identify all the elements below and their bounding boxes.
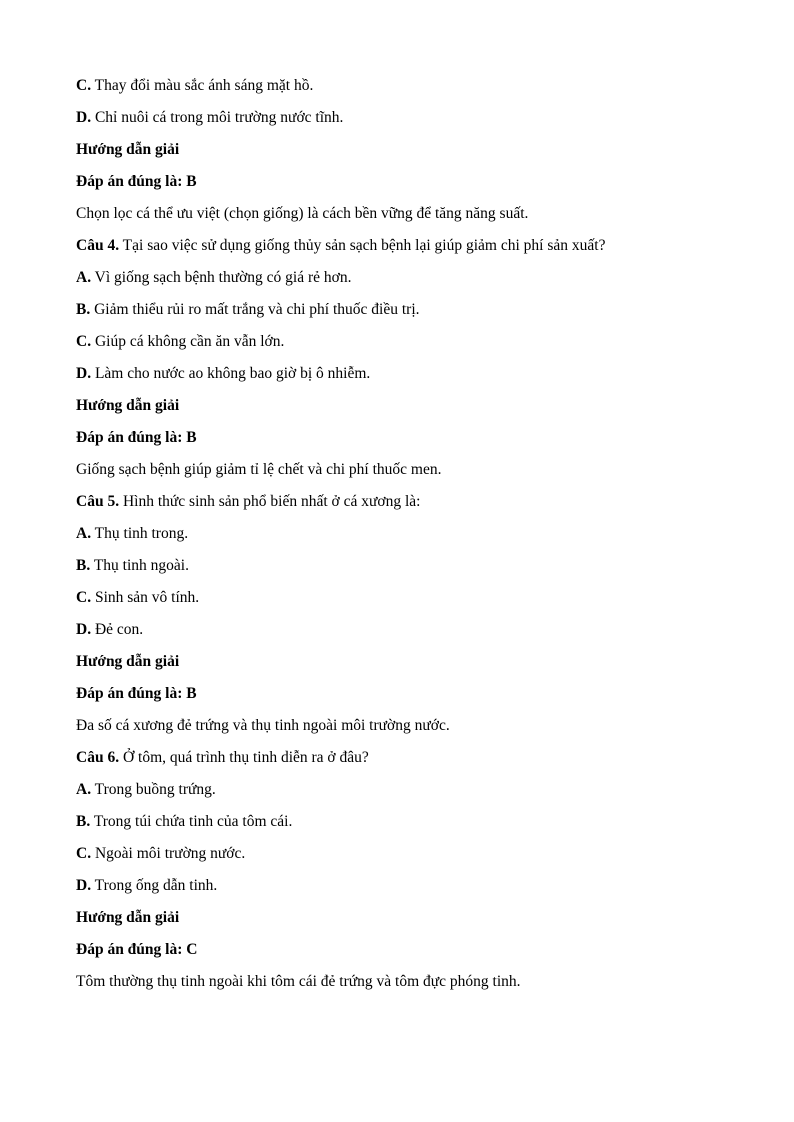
question-label: Câu 6. [76,749,120,766]
option-c [76,844,756,876]
option-label: A. [76,781,92,798]
option-text: Giúp cá không cần ăn vẫn lớn. [91,333,285,350]
explanation: Chọn lọc cá thể ưu việt (chọn giống) là cách bền vững để tăng năng suất. [76,205,529,222]
option-text: Đẻ con. [91,621,144,638]
guide-heading: Hướng dẫn giải [76,397,180,414]
option-label: D. [76,365,92,382]
question-6 [76,748,756,780]
option-text: Vì giống sạch bệnh thường có giá rẻ hơn. [91,269,352,286]
guide-heading: Hướng dẫn giải [76,141,180,158]
option-b [76,556,756,588]
option-text: Ngoài môi trường nước. [91,845,246,862]
option-label: B. [76,301,91,318]
option-label: C. [76,333,92,350]
option-a [76,524,756,556]
option-text: Thụ tinh trong. [91,525,189,542]
option-d [76,364,756,396]
answer-line: Đáp án đúng là: B [76,173,197,190]
explanation: Giống sạch bệnh giúp giảm tỉ lệ chết và chi phí thuốc men. [76,461,442,478]
answer-line: Đáp án đúng là: B [76,429,197,446]
option-text: Trong ống dẫn tinh. [91,877,218,894]
option-label: C. [76,77,92,94]
option-text: Trong buồng trứng. [91,781,216,798]
option-label: A. [76,269,92,286]
option-label: D. [76,109,92,126]
option-text: Thay đổi màu sắc ánh sáng mặt hồ. [91,77,314,94]
option-text: Sinh sản vô tính. [91,589,200,606]
option-text: Giảm thiểu rủi ro mất trắng và chi phí thuốc điều trị. [90,301,420,318]
option-c [76,332,756,364]
question-5 [76,492,756,524]
option-d [76,620,756,652]
option-a [76,268,756,300]
option-label: B. [76,813,91,830]
document-page [76,76,756,1004]
explanation: Tôm thường thụ tinh ngoài khi tôm cái đẻ trứng và tôm đực phóng tinh. [76,973,521,990]
option-text: Thụ tinh ngoài. [90,557,189,574]
question-text: Tại sao việc sử dụng giống thủy sản sạch bệnh lại giúp giảm chi phí sản xuất? [119,237,606,254]
answer-line: Đáp án đúng là: C [76,941,198,958]
question-label: Câu 5. [76,493,120,510]
answer-line: Đáp án đúng là: B [76,685,197,702]
option-c [76,76,756,108]
option-b [76,300,756,332]
option-d [76,876,756,908]
guide-heading: Hướng dẫn giải [76,909,180,926]
option-label: C. [76,845,92,862]
option-d [76,108,756,140]
option-a [76,780,756,812]
option-text: Trong túi chứa tinh của tôm cái. [90,813,293,830]
guide-heading: Hướng dẫn giải [76,653,180,670]
option-text: Chỉ nuôi cá trong môi trường nước tĩnh. [91,109,344,126]
question-4 [76,236,756,268]
option-label: A. [76,525,92,542]
question-label: Câu 4. [76,237,120,254]
explanation: Đa số cá xương đẻ trứng và thụ tinh ngoài môi trường nước. [76,717,450,734]
option-label: D. [76,621,92,638]
option-b [76,812,756,844]
option-label: C. [76,589,92,606]
option-text: Làm cho nước ao không bao giờ bị ô nhiễm. [91,365,371,382]
option-label: D. [76,877,92,894]
question-text: Ở tôm, quá trình thụ tinh diễn ra ở đâu? [119,749,369,766]
question-text: Hình thức sinh sản phổ biến nhất ở cá xương là: [119,493,421,510]
option-c [76,588,756,620]
option-label: B. [76,557,91,574]
